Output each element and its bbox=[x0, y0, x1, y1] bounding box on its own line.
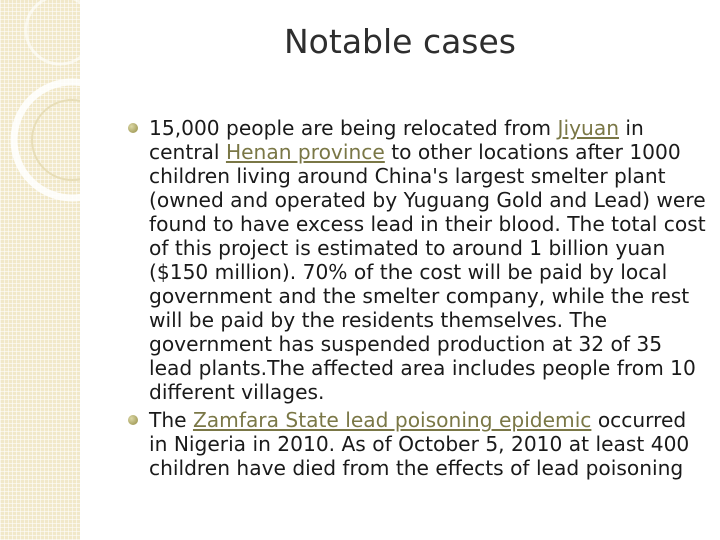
bullet-item-relocation bbox=[128, 116, 710, 404]
bullet-item-zamfara bbox=[128, 408, 710, 480]
bullet-text: The bbox=[149, 408, 193, 432]
bullet-text: in central bbox=[149, 116, 644, 164]
bullet-icon bbox=[128, 123, 138, 133]
link-zamfara-epidemic[interactable]: Zamfara State lead poisoning epidemic bbox=[192, 408, 592, 432]
decorative-circles-graphic bbox=[0, 0, 80, 540]
slide-title: Notable cases bbox=[284, 22, 516, 61]
bullet-list bbox=[128, 116, 710, 484]
bullet-text: 15,000 people are being relocated from bbox=[149, 116, 558, 140]
bullet-text: to other locations after 1000 children living around China's largest smelter plant (owned and operated by Yuguang Gold and Lead) were found to have excess lead in their blood. The total cost of this project is estimated to around 1 billion yuan ($150 million). 70% of the cost will be paid by local government and the smelter company, while the rest will be paid by the residents themselves. The government has suspended production at 32 of 35 lead plants.The affected area includes people from 10 different villages. bbox=[149, 140, 706, 404]
decorative-side-strip bbox=[0, 0, 80, 540]
bullet-text: occurred in Nigeria in 2010. As of October 5, 2010 at least 400 children have died from the effects of lead poisoning bbox=[149, 408, 690, 480]
link-jiyuan[interactable]: Jiyuan bbox=[557, 116, 619, 140]
link-henan-province[interactable]: Henan province bbox=[225, 140, 385, 164]
bullet-icon bbox=[128, 415, 138, 425]
